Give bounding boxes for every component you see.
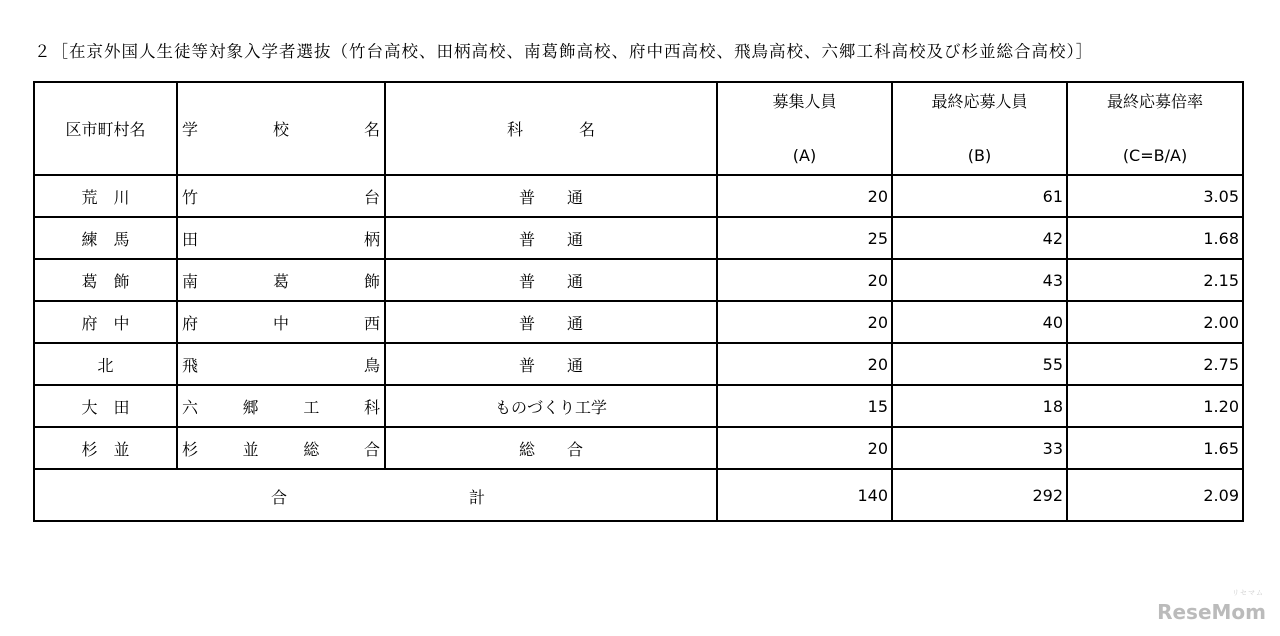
applicants-cell: 42 bbox=[892, 217, 1067, 259]
ward-cell: 荒 川 bbox=[34, 175, 177, 217]
table-row bbox=[34, 175, 1243, 217]
course-cell: ものづくり工学 bbox=[385, 385, 717, 427]
applicants-cell: 55 bbox=[892, 343, 1067, 385]
school-cell bbox=[177, 175, 385, 217]
ward-cell: 葛 飾 bbox=[34, 259, 177, 301]
applicants-cell: 43 bbox=[892, 259, 1067, 301]
school-name-char: 科 bbox=[363, 397, 380, 417]
school-name-char: 鳥 bbox=[363, 355, 380, 375]
total-label-char: 合 bbox=[271, 488, 288, 507]
course-cell: 普 通 bbox=[385, 217, 717, 259]
school-name-char: 西 bbox=[363, 313, 380, 333]
table-row bbox=[34, 301, 1243, 343]
ward-cell: 府 中 bbox=[34, 301, 177, 343]
ratio-cell: 3.05 bbox=[1067, 175, 1243, 217]
school-name-char: 府 bbox=[182, 313, 199, 333]
quota-cell: 20 bbox=[717, 259, 892, 301]
header-school-char: 学 bbox=[182, 120, 199, 139]
header-ratio-code: (C=B/A) bbox=[1122, 145, 1188, 165]
total-quota: 140 bbox=[717, 469, 892, 521]
logo-text-b: Mom bbox=[1211, 600, 1266, 624]
school-name-char: 合 bbox=[363, 439, 380, 459]
header-school-char: 名 bbox=[363, 120, 380, 139]
table-row bbox=[34, 259, 1243, 301]
quota-cell: 20 bbox=[717, 343, 892, 385]
total-applicants: 292 bbox=[892, 469, 1067, 521]
total-ratio: 2.09 bbox=[1067, 469, 1243, 521]
school-name-char: 飾 bbox=[363, 271, 380, 291]
school-cell bbox=[177, 343, 385, 385]
logo-text-a: Rese bbox=[1157, 600, 1212, 624]
document-heading: ２［在京外国人生徒等対象入学者選抜（竹台高校、田柄高校、南葛飾高校、府中西高校、飛鳥高校、六郷工科高校及び杉並総合高校）］ bbox=[34, 42, 1094, 61]
course-cell: 普 通 bbox=[385, 175, 717, 217]
school-cell bbox=[177, 427, 385, 469]
school-name-char: 杉 bbox=[182, 439, 199, 459]
school-name-char: 柄 bbox=[363, 229, 380, 249]
school-name-char: 中 bbox=[272, 313, 289, 333]
ratio-cell: 2.00 bbox=[1067, 301, 1243, 343]
header-applicants bbox=[892, 82, 1067, 175]
header-applicants-label: 最終応募人員 bbox=[931, 91, 1028, 111]
course-cell: 普 通 bbox=[385, 343, 717, 385]
school-name-char: 総 bbox=[303, 439, 320, 459]
school-name-char: 田 bbox=[182, 229, 199, 249]
ratio-cell: 1.68 bbox=[1067, 217, 1243, 259]
ratio-cell: 1.65 bbox=[1067, 427, 1243, 469]
header-quota bbox=[717, 82, 892, 175]
course-cell: 普 通 bbox=[385, 301, 717, 343]
quota-cell: 20 bbox=[717, 301, 892, 343]
quota-cell: 15 bbox=[717, 385, 892, 427]
header-ward: 区市町村名 bbox=[34, 82, 177, 175]
quota-cell: 20 bbox=[717, 175, 892, 217]
school-cell bbox=[177, 217, 385, 259]
header-course-char: 名 bbox=[579, 120, 596, 139]
school-name-char: 郷 bbox=[242, 397, 259, 417]
total-label-char: 計 bbox=[469, 488, 486, 507]
header-quota-label: 募集人員 bbox=[772, 91, 837, 111]
total-row bbox=[34, 469, 1243, 521]
school-name-char: 台 bbox=[363, 187, 380, 207]
header-ratio bbox=[1067, 82, 1243, 175]
school-name-char: 六 bbox=[182, 397, 199, 417]
logo-subtext: リセマム bbox=[1232, 589, 1264, 597]
header-school-char: 校 bbox=[272, 120, 289, 139]
school-cell bbox=[177, 259, 385, 301]
school-name-char: 並 bbox=[242, 439, 259, 459]
resemom-logo bbox=[1157, 589, 1266, 624]
header-course-char: 科 bbox=[506, 120, 523, 139]
quota-cell: 25 bbox=[717, 217, 892, 259]
course-cell: 総 合 bbox=[385, 427, 717, 469]
header-applicants-code: (B) bbox=[967, 145, 992, 165]
ward-cell: 大 田 bbox=[34, 385, 177, 427]
school-cell bbox=[177, 385, 385, 427]
table-row bbox=[34, 427, 1243, 469]
ward-cell: 杉 並 bbox=[34, 427, 177, 469]
table-row bbox=[34, 217, 1243, 259]
school-cell bbox=[177, 301, 385, 343]
header-course bbox=[385, 82, 717, 175]
applicants-cell: 61 bbox=[892, 175, 1067, 217]
ratio-cell: 2.15 bbox=[1067, 259, 1243, 301]
total-label-cell bbox=[34, 469, 717, 521]
header-quota-code: (A) bbox=[792, 145, 817, 165]
header-school bbox=[177, 82, 385, 175]
header-ratio-label: 最終応募倍率 bbox=[1106, 91, 1203, 111]
admission-results-table bbox=[33, 81, 1244, 522]
course-cell: 普 通 bbox=[385, 259, 717, 301]
applicants-cell: 18 bbox=[892, 385, 1067, 427]
school-name-char: 葛 bbox=[272, 271, 289, 291]
school-name-char: 飛 bbox=[182, 355, 199, 375]
school-name-char: 南 bbox=[182, 271, 199, 291]
ward-cell: 北 bbox=[34, 343, 177, 385]
ratio-cell: 2.75 bbox=[1067, 343, 1243, 385]
table-row bbox=[34, 385, 1243, 427]
applicants-cell: 40 bbox=[892, 301, 1067, 343]
quota-cell: 20 bbox=[717, 427, 892, 469]
table-header-row bbox=[34, 82, 1243, 175]
table-row bbox=[34, 343, 1243, 385]
school-name-char: 工 bbox=[303, 397, 320, 417]
ratio-cell: 1.20 bbox=[1067, 385, 1243, 427]
school-name-char: 竹 bbox=[182, 187, 199, 207]
applicants-cell: 33 bbox=[892, 427, 1067, 469]
ward-cell: 練 馬 bbox=[34, 217, 177, 259]
